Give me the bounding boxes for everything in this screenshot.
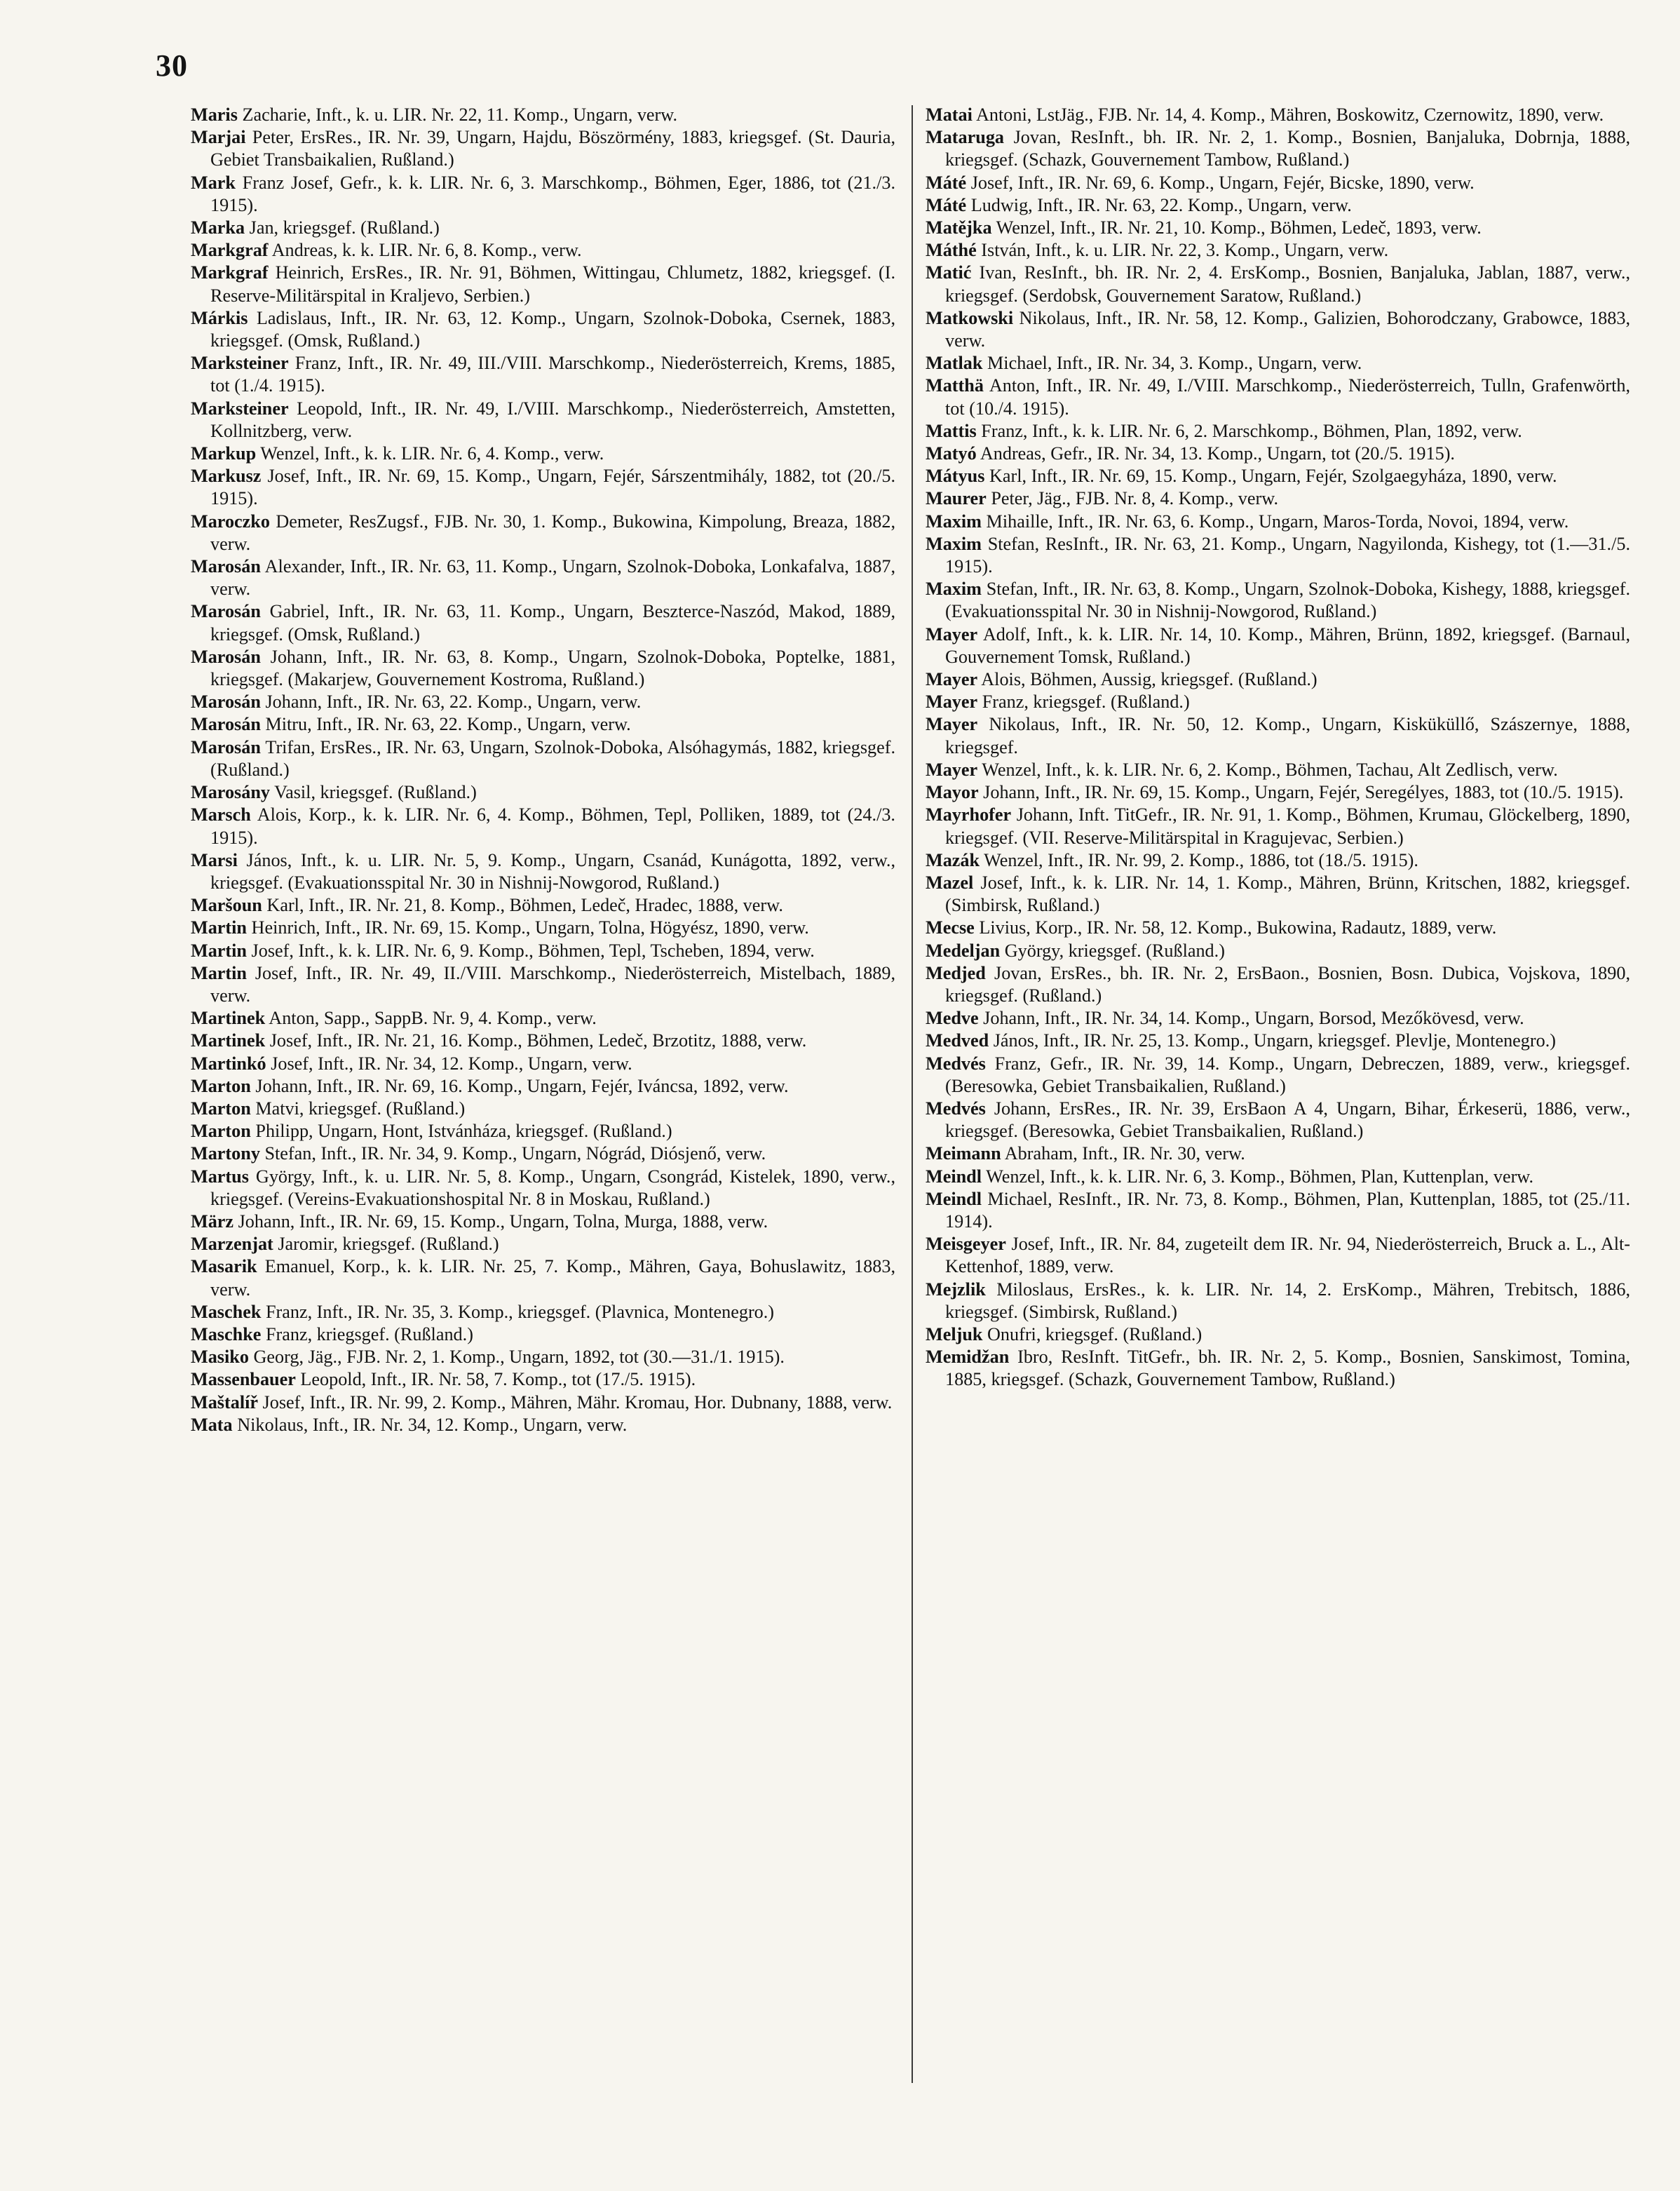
- list-entry: [191, 172, 895, 217]
- entry-surname: Mata: [191, 1414, 233, 1435]
- entry-details: István, Inft., k. u. LIR. Nr. 22, 3. Komp., Ungarn, verw.: [981, 240, 1389, 261]
- entry-surname: Mátyus: [926, 466, 985, 487]
- list-entry: [926, 1233, 1630, 1278]
- list-entry: [191, 1053, 895, 1075]
- list-entry: [191, 917, 895, 939]
- entry-details: Jan, kriegsgef. (Rußland.): [249, 217, 440, 238]
- entry-details: Johann, ErsRes., IR. Nr. 39, ErsBaon A 4, Ungarn, Bihar, Érkeserü, 1886, verw., kriegsgef. (Beresowka, Gebiet Transbaikalien, Rußland.): [945, 1098, 1631, 1142]
- entry-details: Josef, Inft., IR. Nr. 69, 6. Komp., Ungarn, Fejér, Bicske, 1890, verw.: [970, 172, 1475, 193]
- list-entry: [191, 940, 895, 962]
- list-entry: [191, 1211, 895, 1233]
- entry-surname: Mayer: [926, 692, 978, 713]
- entry-details: Alexander, Inft., IR. Nr. 63, 11. Komp., Ungarn, Szolnok-Doboka, Lonkafalva, 1887, verw.: [210, 556, 895, 600]
- entry-details: János, Inft., k. u. LIR. Nr. 5, 9. Komp., Ungarn, Csanád, Kunágotta, 1892, verw., kriegsgef. (Evakuationsspital Nr. 30 in Nishnij-Nowgorod, Rußland.): [210, 849, 895, 893]
- entry-surname: Masarik: [191, 1256, 257, 1277]
- entry-details: Philipp, Ungarn, Hont, Istvánháza, kriegsgef. (Rußland.): [255, 1121, 672, 1142]
- list-entry: [191, 1323, 895, 1346]
- entry-surname: Mattis: [926, 420, 977, 441]
- list-entry: [926, 872, 1630, 917]
- entry-details: Demeter, ResZugsf., FJB. Nr. 30, 1. Komp., Bukowina, Kimpolung, Breaza, 1882, verw.: [210, 511, 895, 554]
- list-entry: [926, 172, 1630, 194]
- entry-surname: Marton: [191, 1075, 251, 1096]
- list-entry: [926, 511, 1630, 533]
- list-entry: [926, 713, 1630, 758]
- list-entry: [191, 1255, 895, 1300]
- entry-details: Stefan, Inft., IR. Nr. 63, 8. Komp., Ungarn, Szolnok-Doboka, Kishegy, 1888, kriegsgef. (Evakuationsspital Nr. 30 in Nishnij-Nowgorod, Rußland.): [945, 579, 1631, 622]
- entry-surname: Matić: [926, 262, 972, 283]
- entry-details: Nikolaus, Inft., IR. Nr. 34, 12. Komp., Ungarn, verw.: [237, 1414, 628, 1435]
- entry-surname: Medeljan: [926, 940, 1001, 961]
- entry-details: Anton, Sapp., SappB. Nr. 9, 4. Komp., verw.: [269, 1008, 597, 1029]
- entry-surname: Markgraf: [191, 262, 269, 283]
- entry-surname: Marka: [191, 217, 245, 238]
- entry-surname: Marosán: [191, 601, 261, 622]
- entry-surname: Mayer: [926, 623, 978, 645]
- entry-details: Johann, Inft., IR. Nr. 69, 15. Komp., Ungarn, Fejér, Seregélyes, 1883, tot (10./5. 1915).: [983, 782, 1624, 803]
- entry-surname: Maxim: [926, 579, 982, 600]
- list-entry: [926, 1188, 1630, 1233]
- entry-details: Josef, Inft., k. k. LIR. Nr. 14, 1. Komp., Mähren, Brünn, Kritschen, 1882, kriegsgef. (Simbirsk, Rußland.): [945, 872, 1631, 916]
- entry-surname: Máté: [926, 172, 967, 193]
- entry-surname: Markusz: [191, 466, 262, 487]
- entry-surname: Meindl: [926, 1166, 982, 1187]
- entry-surname: Marton: [191, 1121, 251, 1142]
- list-entry: [926, 804, 1630, 849]
- list-entry: [191, 849, 895, 894]
- list-entry: [191, 262, 895, 306]
- entry-details: Abraham, Inft., IR. Nr. 30, verw.: [1004, 1143, 1245, 1164]
- entry-details: Johann, Inft., IR. Nr. 63, 22. Komp., Ungarn, verw.: [265, 692, 642, 713]
- entry-details: János, Inft., IR. Nr. 25, 13. Komp., Ungarn, kriegsgef. Plevlje, Montenegro.): [993, 1030, 1556, 1051]
- list-entry: [926, 420, 1630, 443]
- entry-surname: Meindl: [926, 1188, 982, 1209]
- entry-surname: Marksteiner: [191, 353, 289, 374]
- entry-details: Nikolaus, Inft., IR. Nr. 50, 12. Komp., Ungarn, Kisküküllő, Szászernye, 1888, kriegsgef.: [945, 714, 1630, 757]
- entry-surname: Martony: [191, 1143, 260, 1164]
- entry-details: Stefan, Inft., IR. Nr. 34, 9. Komp., Ungarn, Nógrád, Diósjenő, verw.: [264, 1143, 766, 1164]
- entry-details: Ladislaus, Inft., IR. Nr. 63, 12. Komp., Ungarn, Szolnok-Doboka, Csernek, 1883, kriegsgef. (Omsk, Rußland.): [210, 307, 896, 351]
- list-entry: [926, 533, 1630, 578]
- list-entry: [926, 759, 1630, 781]
- entry-surname: Medvés: [926, 1053, 986, 1074]
- entry-details: Josef, Inft., IR. Nr. 99, 2. Komp., Mähren, Mähr. Kromau, Hor. Dubnany, 1888, verw.: [262, 1391, 893, 1413]
- entry-surname: Markgraf: [191, 240, 269, 261]
- left-column: [191, 104, 895, 1436]
- entry-surname: Mazák: [926, 849, 980, 870]
- list-entry: [191, 307, 895, 352]
- entry-details: Alois, Korp., k. k. LIR. Nr. 6, 4. Komp., Böhmen, Tepl, Polliken, 1889, tot (24./3. 1915).: [210, 804, 895, 848]
- list-entry: [191, 1098, 895, 1120]
- entry-details: Vasil, kriegsgef. (Rußland.): [274, 782, 477, 803]
- entry-surname: Maštalíř: [191, 1391, 258, 1413]
- entry-details: Johann, Inft., IR. Nr. 69, 15. Komp., Ungarn, Tolna, Murga, 1888, verw.: [238, 1211, 768, 1232]
- entry-surname: Marosán: [191, 736, 261, 757]
- entry-details: Josef, Inft., IR. Nr. 21, 16. Komp., Böhmen, Ledeč, Brzotitz, 1888, verw.: [269, 1030, 807, 1051]
- entry-surname: Marsch: [191, 804, 251, 825]
- entry-surname: Martin: [191, 962, 247, 983]
- list-entry: [926, 940, 1630, 962]
- entry-surname: Mataruga: [926, 127, 1005, 148]
- entry-details: Ibro, ResInft. TitGefr., bh. IR. Nr. 2, 5. Komp., Bosnien, Sanskimost, Tomina, 1885, kriegsgef. (Schazk, Gouvernement Tambow, Rußland.): [945, 1347, 1630, 1390]
- list-entry: [191, 465, 895, 510]
- entry-surname: Martinek: [191, 1030, 266, 1051]
- entry-details: Franz, kriegsgef. (Rußland.): [265, 1323, 473, 1344]
- list-entry: [191, 646, 895, 691]
- entry-details: Michael, ResInft., IR. Nr. 73, 8. Komp., Böhmen, Plan, Kuttenplan, 1885, tot (25./11. 1914).: [945, 1188, 1630, 1232]
- list-entry: [926, 1279, 1630, 1323]
- entry-details: Josef, Inft., IR. Nr. 69, 15. Komp., Ungarn, Fejér, Sárszentmihály, 1882, tot (20./5. 1915).: [210, 466, 895, 509]
- right-column: [926, 104, 1630, 1391]
- entry-details: Johann, Inft., IR. Nr. 63, 8. Komp., Ungarn, Szolnok-Doboka, Poptelke, 1881, kriegsgef. (Makarjew, Gouvernement Kostroma, Rußland.): [210, 646, 895, 690]
- entry-details: Andreas, Gefr., IR. Nr. 34, 13. Komp., Ungarn, tot (20./5. 1915).: [980, 443, 1455, 464]
- entry-details: Mitru, Inft., IR. Nr. 63, 22. Komp., Ungarn, verw.: [265, 714, 631, 735]
- list-entry: [926, 578, 1630, 623]
- entry-surname: Marsi: [191, 849, 238, 870]
- list-entry: [926, 1007, 1630, 1030]
- entry-surname: Maris: [191, 105, 238, 125]
- entry-surname: Meimann: [926, 1143, 1001, 1164]
- list-entry: [926, 962, 1630, 1007]
- entry-surname: Masiko: [191, 1347, 249, 1368]
- entry-details: Wenzel, Inft., k. k. LIR. Nr. 6, 2. Komp., Böhmen, Tachau, Alt Zedlisch, verw.: [982, 759, 1558, 780]
- list-entry: [926, 1346, 1630, 1391]
- entry-details: Peter, ErsRes., IR. Nr. 39, Ungarn, Hajdu, Böszörmény, 1883, kriegsgef. (St. Dauria, Gebiet Transbaikalien, Rußland.): [210, 127, 896, 170]
- entry-surname: Matai: [926, 105, 973, 125]
- entry-details: Franz, Inft., IR. Nr. 35, 3. Komp., kriegsgef. (Plavnica, Montenegro.): [265, 1301, 775, 1322]
- entry-details: Wenzel, Inft., IR. Nr. 99, 2. Komp., 1886, tot (18./5. 1915).: [984, 849, 1418, 870]
- list-entry: [926, 781, 1630, 804]
- list-entry: [926, 352, 1630, 375]
- entry-surname: Martin: [191, 940, 247, 961]
- entry-details: Johann, Inft., IR. Nr. 34, 14. Komp., Ungarn, Borsod, Mezőkövesd, verw.: [983, 1008, 1524, 1029]
- entry-details: Miloslaus, ErsRes., k. k. LIR. Nr. 14, 2. ErsKomp., Mähren, Trebitsch, 1886, kriegsgef. (Simbirsk, Rußland.): [945, 1279, 1630, 1322]
- list-entry: [191, 398, 895, 443]
- entry-details: Franz Josef, Gefr., k. k. LIR. Nr. 6, 3. Marschkomp., Böhmen, Eger, 1886, tot (21./3. 1915).: [210, 172, 896, 215]
- list-entry: [926, 849, 1630, 872]
- entry-surname: Marosán: [191, 692, 261, 713]
- list-entry: [191, 1414, 895, 1436]
- list-entry: [191, 1233, 895, 1255]
- list-entry: [926, 668, 1630, 691]
- entry-details: Wenzel, Inft., k. k. LIR. Nr. 6, 4. Komp., verw.: [260, 443, 604, 464]
- entry-surname: Máthé: [926, 240, 977, 261]
- entry-details: Jovan, ErsRes., bh. IR. Nr. 2, ErsBaon., Bosnien, Bosn. Dubica, Vojskova, 1890, kriegsgef. (Rußland.): [945, 962, 1630, 1006]
- entry-details: Zacharie, Inft., k. u. LIR. Nr. 22, 11. Komp., Ungarn, verw.: [242, 105, 678, 125]
- list-entry: [926, 194, 1630, 217]
- entry-surname: Meisgeyer: [926, 1234, 1006, 1255]
- entry-details: Mihaille, Inft., IR. Nr. 63, 6. Komp., Ungarn, Maros-Torda, Novoi, 1894, verw.: [986, 511, 1569, 532]
- entry-surname: Maurer: [926, 488, 987, 509]
- entry-details: Andreas, k. k. LIR. Nr. 6, 8. Komp., verw.: [271, 240, 582, 261]
- entry-surname: Marosány: [191, 782, 270, 803]
- entry-surname: Medve: [926, 1008, 979, 1029]
- entry-surname: Maxim: [926, 511, 982, 532]
- entry-details: Anton, Inft., IR. Nr. 49, I./VIII. Marschkomp., Niederösterreich, Tulln, Grafenwörth, tot (10./4. 1915).: [945, 375, 1631, 419]
- list-entry: [926, 104, 1630, 126]
- entry-surname: Mayor: [926, 782, 979, 803]
- entry-surname: Mayer: [926, 714, 978, 735]
- entry-surname: Medved: [926, 1030, 989, 1051]
- entry-surname: Markup: [191, 443, 257, 464]
- entry-surname: Martinkó: [191, 1053, 266, 1074]
- list-entry: [191, 894, 895, 917]
- entry-details: Matvi, kriegsgef. (Rußland.): [255, 1098, 466, 1119]
- entry-details: Wenzel, Inft., k. k. LIR. Nr. 6, 3. Komp., Böhmen, Plan, Kuttenplan, verw.: [986, 1166, 1534, 1187]
- entry-details: Josef, Inft., IR. Nr. 34, 12. Komp., Ungarn, verw.: [271, 1053, 632, 1074]
- entry-surname: Martus: [191, 1166, 249, 1187]
- list-entry: [926, 691, 1630, 713]
- list-entry: [191, 443, 895, 465]
- list-entry: [926, 239, 1630, 262]
- entry-surname: Matlak: [926, 353, 983, 374]
- entry-surname: Martinek: [191, 1008, 266, 1029]
- list-entry: [191, 1391, 895, 1414]
- entry-details: Trifan, ErsRes., IR. Nr. 63, Ungarn, Szolnok-Doboka, Alsóhagymás, 1882, kriegsgef. (Rußland.): [210, 736, 895, 780]
- list-entry: [191, 217, 895, 239]
- list-entry: [191, 1346, 895, 1368]
- entry-surname: Matthä: [926, 375, 984, 396]
- list-entry: [191, 962, 895, 1007]
- entry-details: Franz, Inft., IR. Nr. 49, III./VIII. Marschkomp., Niederösterreich, Krems, 1885, tot (1./4. 1915).: [210, 353, 895, 396]
- entry-details: Jovan, ResInft., bh. IR. Nr. 2, 1. Komp., Bosnien, Banjaluka, Dobrnja, 1888, kriegsgef. (Schazk, Gouvernement Tambow, Rußland.): [945, 127, 1630, 170]
- list-entry: [926, 917, 1630, 939]
- entry-details: György, kriegsgef. (Rußland.): [1004, 940, 1225, 961]
- entry-surname: Marosán: [191, 556, 261, 577]
- list-entry: [191, 1142, 895, 1165]
- entry-details: Josef, Inft., k. k. LIR. Nr. 6, 9. Komp., Böhmen, Tepl, Tscheben, 1894, verw.: [251, 940, 815, 961]
- list-entry: [191, 713, 895, 736]
- entry-details: Adolf, Inft., k. k. LIR. Nr. 14, 10. Komp., Mähren, Brünn, 1892, kriegsgef. (Barnaul, Gouvernement Tomsk, Rußland.): [945, 623, 1630, 667]
- list-entry: [926, 1098, 1630, 1142]
- entry-details: Georg, Jäg., FJB. Nr. 2, 1. Komp., Ungarn, 1892, tot (30.—31./1. 1915).: [253, 1347, 785, 1368]
- entry-surname: Maschek: [191, 1301, 262, 1322]
- list-entry: [926, 262, 1630, 306]
- list-entry: [191, 1075, 895, 1098]
- entry-details: Franz, kriegsgef. (Rußland.): [982, 692, 1190, 713]
- entry-surname: Mayrhofer: [926, 804, 1012, 825]
- entry-surname: Medjed: [926, 962, 986, 983]
- list-entry: [191, 1368, 895, 1391]
- entry-details: Alois, Böhmen, Aussig, kriegsgef. (Rußland.): [981, 669, 1317, 690]
- entry-surname: Marzenjat: [191, 1234, 273, 1255]
- entry-surname: Memidžan: [926, 1347, 1010, 1368]
- list-entry: [926, 307, 1630, 352]
- entry-details: Ludwig, Inft., IR. Nr. 63, 22. Komp., Ungarn, verw.: [970, 194, 1352, 215]
- entry-surname: Matějka: [926, 217, 992, 238]
- entry-details: Karl, Inft., IR. Nr. 21, 8. Komp., Böhmen, Ledeč, Hradec, 1888, verw.: [266, 895, 783, 916]
- entry-surname: Máté: [926, 194, 967, 215]
- entry-details: Ivan, ResInft., bh. IR. Nr. 2, 4. ErsKomp., Bosnien, Banjaluka, Jablan, 1887, verw., kriegsgef. (Serdobsk, Gouvernement Saratow, Rußland.): [945, 262, 1631, 306]
- entry-details: Antoni, LstJäg., FJB. Nr. 14, 4. Komp., Mähren, Boskowitz, Czernowitz, 1890, verw.: [976, 105, 1604, 125]
- list-entry: [926, 1323, 1630, 1346]
- list-entry: [191, 1007, 895, 1030]
- entry-surname: Marksteiner: [191, 398, 289, 419]
- entry-details: Karl, Inft., IR. Nr. 69, 15. Komp., Ungarn, Fejér, Szolgaegyháza, 1890, verw.: [989, 466, 1557, 487]
- entry-details: Leopold, Inft., IR. Nr. 58, 7. Komp., tot (17./5. 1915).: [300, 1369, 696, 1390]
- entry-surname: Márkis: [191, 307, 248, 328]
- entry-surname: Martin: [191, 917, 247, 938]
- list-entry: [926, 375, 1630, 419]
- entry-details: Jaromir, kriegsgef. (Rußland.): [278, 1234, 499, 1255]
- list-entry: [191, 600, 895, 645]
- entry-surname: Matyó: [926, 443, 977, 464]
- list-entry: [926, 217, 1630, 239]
- list-entry: [191, 104, 895, 126]
- entry-surname: Marosán: [191, 714, 261, 735]
- list-entry: [191, 691, 895, 713]
- list-entry: [191, 1301, 895, 1323]
- entry-details: Heinrich, ErsRes., IR. Nr. 91, Böhmen, Wittingau, Chlumetz, 1882, kriegsgef. (I. Reserve-Militärspital in Kraljevo, Serbien.): [210, 262, 895, 306]
- entry-surname: Maxim: [926, 533, 982, 554]
- entry-details: Josef, Inft., IR. Nr. 84, zugeteilt dem IR. Nr. 94, Niederösterreich, Bruck a. L., Alt-Kettenhof, 1889, verw.: [945, 1234, 1631, 1277]
- entry-surname: Maschke: [191, 1323, 262, 1344]
- entry-details: Johann, Inft. TitGefr., IR. Nr. 91, 1. Komp., Böhmen, Krumau, Glöckelberg, 1890, kriegsgef. (VII. Reserve-Militärspital in Kragujevac, Serbien.): [945, 804, 1630, 848]
- list-entry: [926, 443, 1630, 465]
- entry-details: Franz, Inft., k. k. LIR. Nr. 6, 2. Marschkomp., Böhmen, Plan, 1892, verw.: [981, 420, 1522, 441]
- entry-surname: Mazel: [926, 872, 974, 893]
- list-entry: [191, 1030, 895, 1052]
- list-entry: [191, 126, 895, 171]
- entry-details: Heinrich, Inft., IR. Nr. 69, 15. Komp., Ungarn, Tolna, Högyész, 1890, verw.: [251, 917, 809, 938]
- list-entry: [926, 623, 1630, 668]
- entry-surname: Medvés: [926, 1098, 986, 1119]
- entry-surname: Mecse: [926, 917, 975, 938]
- entry-surname: Mejzlik: [926, 1279, 986, 1300]
- column-divider: [912, 105, 913, 2083]
- entry-surname: Marjai: [191, 127, 246, 148]
- entry-surname: Marton: [191, 1098, 251, 1119]
- list-entry: [191, 1120, 895, 1142]
- list-entry: [191, 1166, 895, 1211]
- entry-details: Leopold, Inft., IR. Nr. 49, I./VIII. Marschkomp., Niederösterreich, Amstetten, Kollnitzberg, verw.: [210, 398, 895, 441]
- list-entry: [191, 736, 895, 781]
- list-entry: [926, 487, 1630, 510]
- entry-details: Wenzel, Inft., IR. Nr. 21, 10. Komp., Böhmen, Ledeč, 1893, verw.: [996, 217, 1482, 238]
- list-entry: [926, 1142, 1630, 1165]
- entry-surname: Matkowski: [926, 307, 1014, 328]
- entry-surname: Maršoun: [191, 895, 262, 916]
- entry-surname: Mark: [191, 172, 236, 193]
- entry-details: Franz, Gefr., IR. Nr. 39, 14. Komp., Ungarn, Debreczen, 1889, verw., kriegsgef. (Beresowka, Gebiet Transbaikalien, Rußland.): [945, 1053, 1631, 1096]
- list-entry: [926, 465, 1630, 487]
- entry-details: Michael, Inft., IR. Nr. 34, 3. Komp., Ungarn, verw.: [987, 353, 1362, 374]
- entry-surname: Maroczko: [191, 511, 270, 532]
- entry-surname: Mayer: [926, 669, 978, 690]
- list-entry: [191, 781, 895, 804]
- entry-surname: Massenbauer: [191, 1369, 296, 1390]
- list-entry: [926, 126, 1630, 171]
- entry-details: Gabriel, Inft., IR. Nr. 63, 11. Komp., Ungarn, Beszterce-Naszód, Makod, 1889, kriegsgef. (Omsk, Rußland.): [210, 601, 896, 645]
- entry-details: Livius, Korp., IR. Nr. 58, 12. Komp., Bukowina, Radautz, 1889, verw.: [979, 917, 1497, 938]
- entry-details: Peter, Jäg., FJB. Nr. 8, 4. Komp., verw.: [991, 488, 1279, 509]
- list-entry: [191, 239, 895, 262]
- list-entry: [926, 1166, 1630, 1188]
- page-number: 30: [156, 48, 188, 83]
- entry-surname: Meljuk: [926, 1323, 983, 1344]
- entry-surname: Marosán: [191, 646, 261, 667]
- list-entry: [191, 804, 895, 849]
- entry-surname: Mayer: [926, 759, 978, 780]
- entry-details: Onufri, kriegsgef. (Rußland.): [987, 1323, 1203, 1344]
- list-entry: [926, 1030, 1630, 1052]
- entry-details: Stefan, ResInft., IR. Nr. 63, 21. Komp., Ungarn, Nagyilonda, Kishegy, tot (1.—31./5. 1915).: [945, 533, 1631, 577]
- entry-surname: März: [191, 1211, 234, 1232]
- entry-details: Johann, Inft., IR. Nr. 69, 16. Komp., Ungarn, Fejér, Iváncsa, 1892, verw.: [255, 1075, 789, 1096]
- entry-details: Josef, Inft., IR. Nr. 49, II./VIII. Marschkomp., Niederösterreich, Mistelbach, 1889, verw.: [210, 962, 896, 1006]
- entry-details: Nikolaus, Inft., IR. Nr. 58, 12. Komp., Galizien, Bohorodczany, Grabowce, 1883, verw.: [945, 307, 1630, 351]
- list-entry: [191, 555, 895, 600]
- entry-details: György, Inft., k. u. LIR. Nr. 5, 8. Komp., Ungarn, Csongrád, Kistelek, 1890, verw., kriegsgef. (Vereins-Evakuationshospital Nr. 8 in Moskau, Rußland.): [210, 1166, 895, 1209]
- list-entry: [926, 1053, 1630, 1098]
- list-entry: [191, 352, 895, 397]
- entry-details: Emanuel, Korp., k. k. LIR. Nr. 25, 7. Komp., Mähren, Gaya, Bohuslawitz, 1883, verw.: [210, 1256, 895, 1300]
- list-entry: [191, 511, 895, 555]
